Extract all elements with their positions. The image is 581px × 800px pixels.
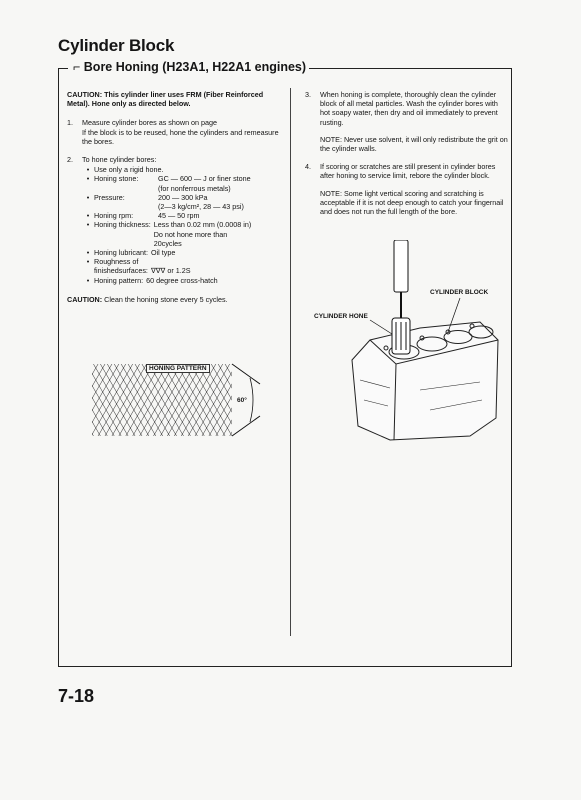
bullet-icon: • <box>86 174 90 184</box>
bullet-icon <box>82 202 94 211</box>
step-4 <box>305 162 509 216</box>
frm-caution: CAUTION: This cylinder liner uses FRM (Fiber Reinforced Metal). Hone only as directed below. <box>67 90 264 109</box>
step-number: 4. <box>305 162 311 172</box>
section-title-arrow-icon: ⌐ <box>73 60 84 74</box>
step-1-text: Measure cylinder bores as shown on page <box>82 118 218 128</box>
spec-name <box>94 184 158 193</box>
spec-name: Honing rpm: <box>94 211 134 221</box>
spec-name: Honing pattern: <box>94 275 144 285</box>
bullet-icon: • <box>86 257 90 267</box>
crosshatch-area-2 <box>92 364 232 436</box>
spec-row-rigid-hone <box>82 165 283 174</box>
spec-row <box>82 211 283 220</box>
spec-value: 60 degree cross-hatch <box>146 275 218 285</box>
spec-row-roughness-2 <box>82 266 283 275</box>
spec-value: 45 — 50 rpm <box>158 211 200 221</box>
spec-value: 200 — 300 kPa <box>158 192 208 202</box>
right-column <box>305 90 509 225</box>
section-title <box>70 60 309 74</box>
spec-row-lubricant <box>82 248 283 257</box>
section-title-text: Bore Honing (H23A1, H22A1 engines) <box>83 60 307 74</box>
spec-value: Oil type <box>150 248 176 258</box>
bullet-icon: • <box>86 275 90 285</box>
step-number: 2. <box>67 155 73 165</box>
bullet-icon: • <box>86 248 90 258</box>
thickness-line: Less than 0.02 mm (0.0008 in) <box>153 220 252 230</box>
spec-value: ∇∇∇ or 1.2S <box>150 266 191 276</box>
spec-name <box>94 202 158 211</box>
step-number: 3. <box>305 90 311 99</box>
angle-arc <box>250 378 253 422</box>
spec-name: Roughness of <box>94 257 139 267</box>
step-3 <box>305 90 509 153</box>
frame-top-right-rule <box>296 68 511 69</box>
step-3-text: When honing is complete, thoroughly clean the cylinder block of all metal particles. Wash the cylinder bores with hot soapy water, then dry and oil immediately to prevent rusting. <box>320 90 498 127</box>
step-4-text: If scoring or scratches are still present in cylinder bores after honing to service limit, rebore the cylinder block. <box>320 162 496 181</box>
step-2 <box>67 155 283 285</box>
bullet-icon: • <box>86 165 90 175</box>
step-3-note: NOTE: Never use solvent, it will only redistribute the grit on the cylinder walls. <box>320 134 508 154</box>
spec-row-thickness <box>82 220 283 248</box>
step-4-note: NOTE: Some light vertical scoring and scratching is acceptable if it is not deep enough to catch your fingernail and does not run the full length of the bore. <box>320 188 504 217</box>
page-number: 7-18 <box>58 686 95 706</box>
caution-text: Clean the honing stone every 5 cycles. <box>104 294 228 304</box>
honing-pattern-label: HONING PATTERN <box>146 364 210 373</box>
honing-spec-list <box>82 165 283 285</box>
cylinder-hone-tool <box>392 240 410 354</box>
cylinder-block-label: CYLINDER BLOCK <box>430 289 489 296</box>
angle-line-upper <box>232 364 260 384</box>
spec-value: GC — 600 — J or finer stone <box>158 174 251 184</box>
spec-value: Use only a rigid hone. <box>94 165 164 175</box>
column-divider <box>290 88 291 636</box>
spec-name: Honing stone: <box>94 174 139 184</box>
spec-name: Honing lubricant: <box>94 248 148 258</box>
bullet-icon <box>82 184 94 193</box>
spec-row <box>82 202 283 211</box>
bullet-icon: • <box>86 220 90 230</box>
thickness-line: Do not hone more than <box>153 229 228 239</box>
step-1 <box>67 118 283 146</box>
spec-name: Pressure: <box>94 192 125 202</box>
spec-row-pattern <box>82 276 283 285</box>
spec-name: finishedsurfaces: <box>94 266 148 276</box>
spec-row <box>82 174 283 183</box>
left-column <box>67 90 283 304</box>
angle-line-lower <box>232 416 260 436</box>
cylinder-hone-label: CYLINDER HONE <box>314 313 368 320</box>
step-2-text: To hone cylinder bores: <box>82 155 157 165</box>
spec-row-roughness <box>82 257 283 266</box>
caution-label: CAUTION: <box>67 294 103 304</box>
spec-name: Honing thickness: <box>94 220 151 230</box>
step-number: 1. <box>67 118 73 128</box>
bullet-spacer <box>82 266 94 275</box>
block-outline <box>352 322 498 440</box>
spec-row <box>82 184 283 193</box>
spec-value: (2—3 kg/cm², 28 — 43 psi) <box>158 202 244 212</box>
step-1-note: If the block is to be reused, hone the cylinders and remeasure the bores. <box>82 127 279 146</box>
clean-stone-caution <box>67 295 283 304</box>
cylinder-block-figure <box>330 240 510 450</box>
frame-top-left-rule <box>58 68 68 69</box>
bullet-icon: • <box>86 211 90 221</box>
spec-value <box>154 220 283 248</box>
thickness-line: 20cycles <box>153 238 182 248</box>
angle-label: 60° <box>237 397 247 404</box>
page-title: Cylinder Block <box>58 36 175 55</box>
bullet-icon: • <box>86 192 90 202</box>
hone-leader-line <box>370 320 392 334</box>
spec-value: (for nonferrous metals) <box>158 183 231 193</box>
spec-row <box>82 193 283 202</box>
